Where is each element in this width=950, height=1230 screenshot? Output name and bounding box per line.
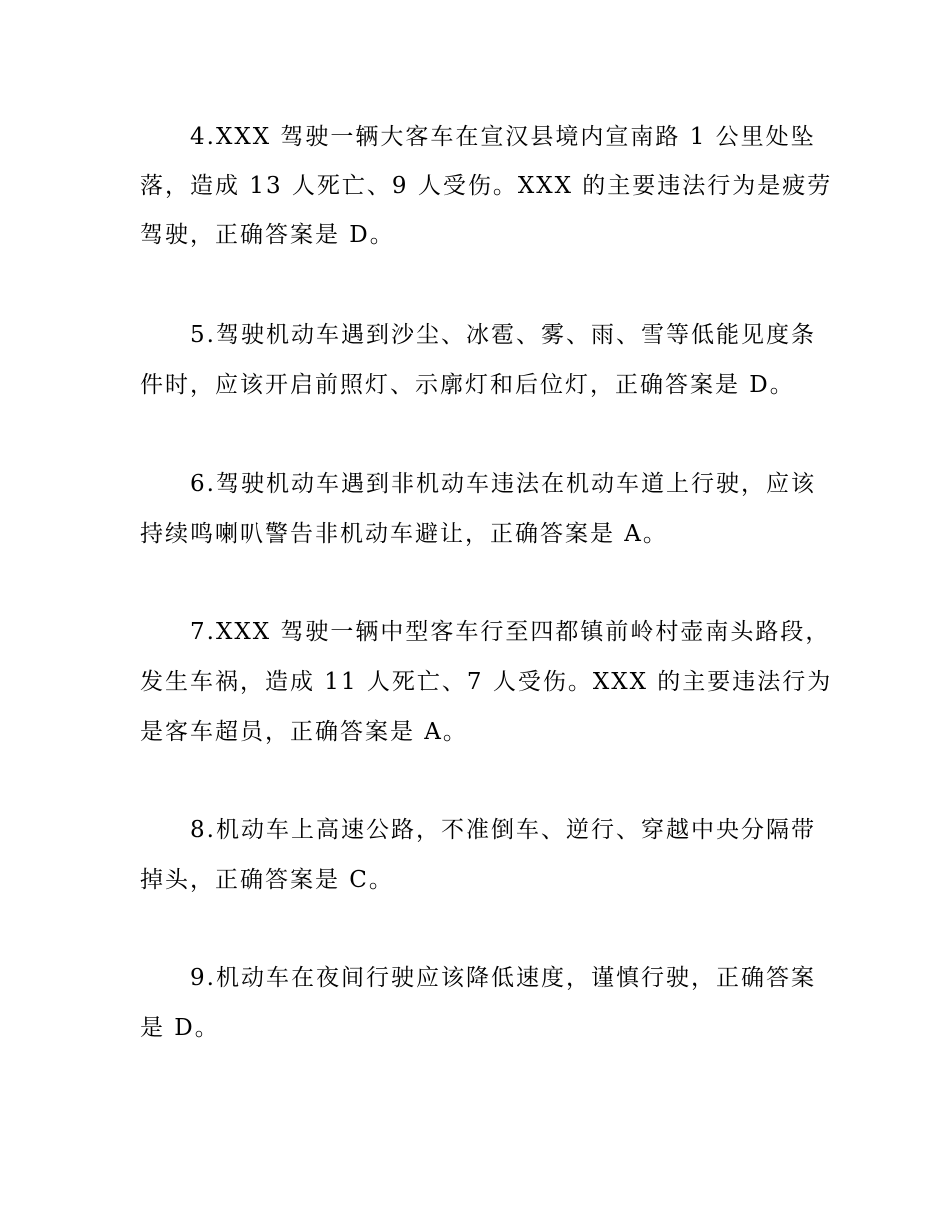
text-line: 8.机动车上高速公路，不准倒车、逆行、穿越中央分隔带 (190, 817, 816, 843)
text-line: 是客车超员，正确答案是 A。 (140, 719, 468, 745)
text-line: 驾驶，正确答案是 D。 (140, 222, 395, 248)
text-line: 持续鸣喇叭警告非机动车避让，正确答案是 A。 (140, 521, 668, 547)
text-line: 件时，应该开启前照灯、示廓灯和后位灯，正确答案是 D。 (140, 372, 795, 398)
text-line: 掉头，正确答案是 C。 (140, 867, 394, 893)
text-line: 发生车祸，造成 11 人死亡、7 人受伤。XXX 的主要违法行为 (140, 669, 833, 695)
text-line: 4.XXX 驾驶一辆大客车在宣汉县境内宣南路 1 公里处坠 (190, 124, 816, 150)
text-line: 是 D。 (140, 1015, 220, 1041)
text-line: 落，造成 13 人死亡、9 人受伤。XXX 的主要违法行为是疲劳 (140, 173, 833, 199)
text-line: 9.机动车在夜间行驶应该降低速度，谨慎行驶，正确答案 (190, 965, 816, 991)
text-line: 5.驾驶机动车遇到沙尘、冰雹、雾、雨、雪等低能见度条 (190, 322, 816, 348)
text-line: 7.XXX 驾驶一辆中型客车行至四都镇前岭村壶南头路段， (190, 619, 831, 645)
text-line: 6.驾驶机动车遇到非机动车违法在机动车道上行驶，应该 (190, 471, 816, 497)
